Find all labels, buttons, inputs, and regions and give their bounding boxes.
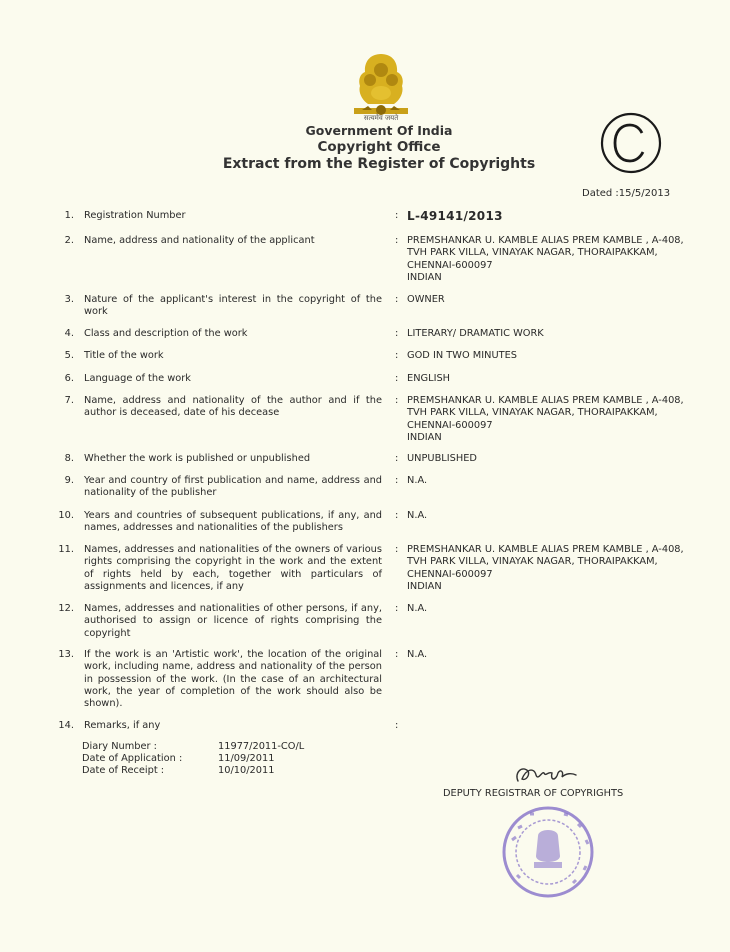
entry-label: Remarks, if any	[84, 720, 161, 731]
entry-value: OWNER	[407, 294, 445, 305]
diary-value: 11977/2011-CO/L	[218, 741, 305, 752]
entry-value: ENGLISH	[407, 373, 451, 384]
entry-label: Registration Number	[84, 210, 186, 221]
entry-number: 8.	[64, 453, 74, 464]
entry-number: 1.	[64, 210, 74, 221]
diary-row	[82, 753, 304, 765]
entry-number: 2.	[64, 235, 74, 246]
entry-colon: :	[395, 603, 399, 614]
entry-number: 10.	[58, 510, 74, 521]
entry-colon: :	[395, 294, 399, 305]
copyright-icon	[600, 112, 662, 174]
entry-label: Names, addresses and nationalities of other persons, if any, authorised to assign or licence of rights comprising the copyright	[84, 603, 382, 639]
entry-colon: :	[395, 373, 399, 384]
entry-number: 7.	[64, 395, 74, 406]
entry-colon: :	[395, 453, 399, 464]
signature-icon	[510, 759, 586, 789]
entry-label: Nature of the applicant's interest in the copyright of the work	[84, 294, 382, 318]
entry-number: 13.	[58, 649, 74, 660]
entry-colon: :	[395, 720, 399, 731]
entry-number: 5.	[64, 350, 74, 361]
diary-value: 10/10/2011	[218, 765, 275, 776]
entry-label: Names, addresses and nationalities of the owners of various rights comprising the copyright in the work and the extent of rights held by each, together with particulars of assignments and licences, if any	[84, 544, 382, 592]
entry-value: N.A.	[407, 603, 428, 614]
entry-number: 14.	[58, 720, 74, 731]
entry-number: 12.	[58, 603, 74, 614]
entry-value: N.A.	[407, 649, 428, 660]
entry-label: Name, address and nationality of the author and if the author is deceased, date of his decease	[84, 395, 382, 419]
entry-label: If the work is an 'Artistic work', the location of the original work, including name, address and nationality of the person in possession of the work. (In the case of an architectural work, the year of completion of the work should also be shown).	[84, 649, 382, 710]
entry-colon: :	[395, 510, 399, 521]
entry-number: 9.	[64, 475, 74, 486]
entry-value: PREMSHANKAR U. KAMBLE ALIAS PREM KAMBLE , A-408, TVH PARK VILLA, VINAYAK NAGAR, THORAIPAKKAM, CHENNAI-600097 INDIAN	[407, 395, 684, 443]
diary-value: 11/09/2011	[218, 753, 275, 764]
registration-number: L-49141/2013	[407, 209, 503, 223]
official-seal-icon	[498, 800, 598, 900]
diary-label: Diary Number :	[82, 741, 157, 752]
entry-colon: :	[395, 395, 399, 406]
entry-value: PREMSHANKAR U. KAMBLE ALIAS PREM KAMBLE , A-408, TVH PARK VILLA, VINAYAK NAGAR, THORAIPAKKAM, CHENNAI-600097 INDIAN	[407, 544, 684, 592]
emblem-motto: सत्यमेव जयते	[363, 114, 399, 122]
entry-colon: :	[395, 475, 399, 486]
diary-row	[82, 741, 304, 753]
diary-row	[82, 765, 304, 777]
entry-value: PREMSHANKAR U. KAMBLE ALIAS PREM KAMBLE , A-408, TVH PARK VILLA, VINAYAK NAGAR, THORAIPAKKAM, CHENNAI-600097 INDIAN	[407, 235, 684, 283]
entry-value: N.A.	[407, 475, 428, 486]
entry-label: Language of the work	[84, 373, 191, 384]
entry-colon: :	[395, 235, 399, 246]
entry-label: Whether the work is published or unpublished	[84, 453, 311, 464]
diary-details	[82, 741, 304, 777]
entry-label: Year and country of first publication and name, address and nationality of the publisher	[84, 475, 382, 499]
entry-colon: :	[395, 328, 399, 339]
diary-label: Date of Application :	[82, 753, 183, 764]
entry-colon: :	[395, 649, 399, 660]
entry-colon: :	[395, 544, 399, 555]
dated-label: Dated :15/5/2013	[582, 188, 671, 199]
entry-label: Title of the work	[84, 350, 164, 361]
diary-label: Date of Receipt :	[82, 765, 165, 776]
government-heading: Government Of India	[305, 123, 453, 138]
entry-number: 6.	[64, 373, 74, 384]
entry-value: N.A.	[407, 510, 428, 521]
entry-label: Class and description of the work	[84, 328, 248, 339]
entry-colon: :	[395, 210, 399, 221]
entry-number: 3.	[64, 294, 74, 305]
entry-label: Name, address and nationality of the applicant	[84, 235, 315, 246]
entry-label: Years and countries of subsequent publications, if any, and names, addresses and nationalities of the publishers	[84, 510, 382, 534]
entry-value: LITERARY/ DRAMATIC WORK	[407, 328, 544, 339]
entry-value: UNPUBLISHED	[407, 453, 477, 464]
extract-heading: Extract from the Register of Copyrights	[222, 156, 536, 172]
entry-number: 11.	[58, 544, 74, 555]
deputy-registrar-label: DEPUTY REGISTRAR OF COPYRIGHTS	[443, 788, 624, 799]
office-heading: Copyright Office	[317, 139, 441, 155]
entry-number: 4.	[64, 328, 74, 339]
entry-colon: :	[395, 350, 399, 361]
entry-value: GOD IN TWO MINUTES	[407, 350, 518, 361]
